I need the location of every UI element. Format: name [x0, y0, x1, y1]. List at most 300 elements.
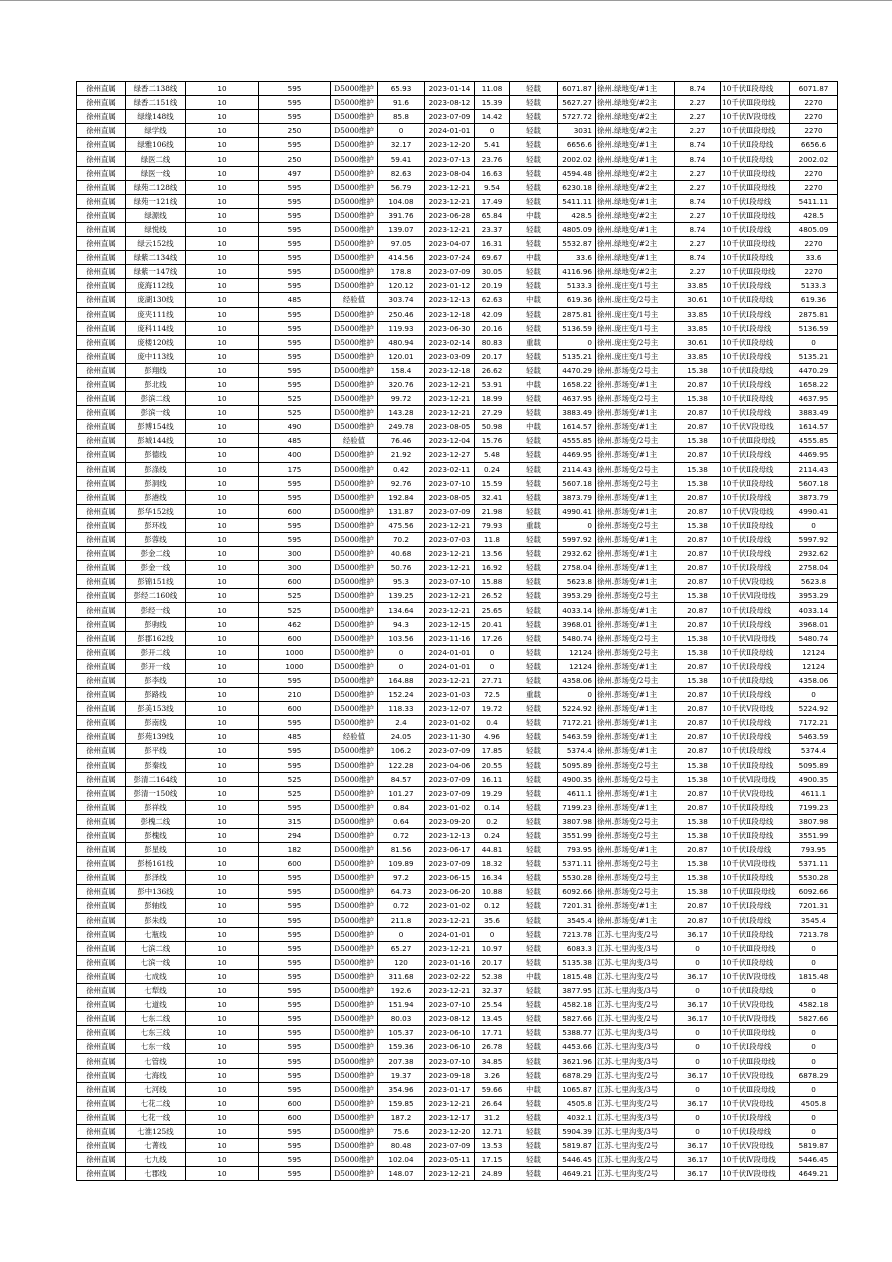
- cell-load: 120.01: [378, 349, 425, 363]
- cell-voltage: 10: [186, 96, 259, 110]
- cell-status: 轻载: [510, 363, 558, 377]
- cell-voltage: 10: [186, 857, 259, 871]
- cell-unit: 徐州直属: [77, 969, 126, 983]
- cell-ratio: 15.38: [675, 871, 721, 885]
- cell-date: 2023-07-09: [425, 772, 475, 786]
- cell-rate: 16.92: [475, 561, 510, 575]
- cell-capacity: 595: [259, 744, 331, 758]
- cell-load: 120: [378, 955, 425, 969]
- cell-date: 2023-01-17: [425, 1082, 475, 1096]
- cell-voltage: 10: [186, 913, 259, 927]
- cell-capacity: 595: [259, 1124, 331, 1138]
- cell-line: 彭平线: [126, 744, 186, 758]
- cell-status: 轻载: [510, 913, 558, 927]
- cell-status: 轻载: [510, 730, 558, 744]
- cell-date: 2023-12-21: [425, 561, 475, 575]
- cell-bus: 10千伏Ⅲ段母线: [721, 237, 790, 251]
- cell-load: 187.2: [378, 1110, 425, 1124]
- cell-capacity: 595: [259, 363, 331, 377]
- cell-rate: 16.34: [475, 871, 510, 885]
- table-row: [77, 772, 838, 786]
- cell-date: 2023-06-10: [425, 1040, 475, 1054]
- cell-bus: 10千伏Ⅰ段母线: [721, 659, 790, 673]
- cell-capacity: 595: [259, 1040, 331, 1054]
- cell-avail: 7172.21: [558, 716, 596, 730]
- cell-capacity: 300: [259, 561, 331, 575]
- cell-substation: 徐州.彭场变/2号主: [596, 631, 675, 645]
- cell-load: 21.92: [378, 448, 425, 462]
- cell-method: D5000维护: [331, 96, 378, 110]
- cell-bus: 10千伏Ⅰ段母线: [721, 490, 790, 504]
- cell-avail: 5727.72: [558, 110, 596, 124]
- cell-substation: 徐州.绿地变/#1主: [596, 152, 675, 166]
- cell-ratio: 20.87: [675, 533, 721, 547]
- cell-ratio: 0: [675, 1054, 721, 1068]
- table-row: [77, 871, 838, 885]
- cell-capacity: 525: [259, 603, 331, 617]
- cell-avail: 793.95: [558, 843, 596, 857]
- cell-bus: 10千伏Ⅰ段母线: [721, 321, 790, 335]
- cell-date: 2023-12-27: [425, 448, 475, 462]
- cell-line: 彭滨二线: [126, 392, 186, 406]
- cell-avail: 5388.77: [558, 1026, 596, 1040]
- cell-rate: 25.65: [475, 603, 510, 617]
- table-row: [77, 1012, 838, 1026]
- cell-avail: 1815.48: [558, 969, 596, 983]
- cell-avail: 4805.09: [558, 222, 596, 236]
- cell-line: 彭洞线: [126, 476, 186, 490]
- cell-line: 七犁线: [126, 984, 186, 998]
- cell-avail2: 4900.35: [790, 772, 838, 786]
- cell-capacity: 595: [259, 913, 331, 927]
- cell-line: 绿紫一147线: [126, 265, 186, 279]
- cell-status: 轻载: [510, 462, 558, 476]
- cell-rate: 13.53: [475, 1139, 510, 1153]
- cell-ratio: 0: [675, 1026, 721, 1040]
- cell-rate: 20.17: [475, 955, 510, 969]
- cell-method: D5000维护: [331, 927, 378, 941]
- cell-bus: 10千伏Ⅲ段母线: [721, 1082, 790, 1096]
- cell-avail2: 4990.41: [790, 504, 838, 518]
- cell-avail: 3621.96: [558, 1054, 596, 1068]
- cell-line: 彭蓉线: [126, 533, 186, 547]
- cell-unit: 徐州直属: [77, 955, 126, 969]
- cell-load: 0.72: [378, 828, 425, 842]
- cell-ratio: 36.17: [675, 1139, 721, 1153]
- cell-capacity: 595: [259, 279, 331, 293]
- cell-status: 重载: [510, 335, 558, 349]
- cell-avail2: 4470.29: [790, 363, 838, 377]
- cell-load: 320.76: [378, 377, 425, 391]
- line-load-table: [76, 81, 838, 1181]
- cell-load: 85.8: [378, 110, 425, 124]
- cell-avail: 5135.21: [558, 349, 596, 363]
- cell-avail: 5827.66: [558, 1012, 596, 1026]
- cell-avail2: 3953.29: [790, 589, 838, 603]
- cell-avail: 4505.8: [558, 1096, 596, 1110]
- cell-status: 轻载: [510, 96, 558, 110]
- cell-avail: 3551.99: [558, 828, 596, 842]
- cell-voltage: 10: [186, 448, 259, 462]
- cell-substation: 徐州.彭场变/#1主: [596, 913, 675, 927]
- cell-line: 彭博154线: [126, 420, 186, 434]
- table-row: [77, 941, 838, 955]
- cell-unit: 徐州直属: [77, 998, 126, 1012]
- cell-rate: 44.81: [475, 843, 510, 857]
- cell-substation: 江苏.七里沟变/2号: [596, 1139, 675, 1153]
- cell-capacity: 595: [259, 476, 331, 490]
- cell-avail: 7201.31: [558, 899, 596, 913]
- cell-method: D5000维护: [331, 377, 378, 391]
- cell-load: 82.63: [378, 166, 425, 180]
- cell-avail: 4990.41: [558, 504, 596, 518]
- cell-bus: 10千伏Ⅱ段母线: [721, 251, 790, 265]
- cell-ratio: 0: [675, 1040, 721, 1054]
- cell-bus: 10千伏Ⅰ段母线: [721, 279, 790, 293]
- cell-method: D5000维护: [331, 208, 378, 222]
- cell-unit: 徐州直属: [77, 82, 126, 96]
- cell-date: 2023-06-20: [425, 885, 475, 899]
- cell-unit: 徐州直属: [77, 673, 126, 687]
- cell-capacity: 175: [259, 462, 331, 476]
- table-row: [77, 1096, 838, 1110]
- cell-unit: 徐州直属: [77, 857, 126, 871]
- cell-avail2: 1658.22: [790, 377, 838, 391]
- cell-line: 彭翔线: [126, 363, 186, 377]
- cell-rate: 20.17: [475, 349, 510, 363]
- cell-ratio: 2.27: [675, 237, 721, 251]
- cell-method: D5000维护: [331, 1068, 378, 1082]
- cell-ratio: 15.38: [675, 476, 721, 490]
- cell-line: 彭清二164线: [126, 772, 186, 786]
- cell-date: 2023-02-11: [425, 462, 475, 476]
- cell-unit: 徐州直属: [77, 1124, 126, 1138]
- table-row: [77, 237, 838, 251]
- table-row: [77, 1054, 838, 1068]
- cell-method: D5000维护: [331, 984, 378, 998]
- cell-rate: 10.97: [475, 941, 510, 955]
- cell-status: 轻载: [510, 941, 558, 955]
- cell-date: 2023-07-09: [425, 110, 475, 124]
- cell-ratio: 36.17: [675, 1068, 721, 1082]
- cell-unit: 徐州直属: [77, 462, 126, 476]
- cell-status: 轻载: [510, 702, 558, 716]
- cell-avail: 3807.98: [558, 814, 596, 828]
- cell-voltage: 10: [186, 166, 259, 180]
- cell-status: 轻载: [510, 1068, 558, 1082]
- cell-status: 轻载: [510, 1124, 558, 1138]
- table-row: [77, 82, 838, 96]
- cell-method: D5000维护: [331, 659, 378, 673]
- cell-status: 轻载: [510, 504, 558, 518]
- cell-ratio: 20.87: [675, 448, 721, 462]
- cell-status: 轻载: [510, 927, 558, 941]
- cell-line: 彭美153线: [126, 702, 186, 716]
- cell-ratio: 15.38: [675, 589, 721, 603]
- cell-avail: 5463.59: [558, 730, 596, 744]
- cell-load: 159.85: [378, 1096, 425, 1110]
- cell-load: 80.03: [378, 1012, 425, 1026]
- cell-substation: 江苏.七里沟变/2号: [596, 998, 675, 1012]
- table-row: [77, 786, 838, 800]
- cell-voltage: 10: [186, 927, 259, 941]
- cell-capacity: 315: [259, 814, 331, 828]
- table-row: [77, 1124, 838, 1138]
- cell-avail2: 3968.01: [790, 617, 838, 631]
- cell-bus: 10千伏Ⅰ段母线: [721, 377, 790, 391]
- cell-unit: 徐州直属: [77, 1054, 126, 1068]
- cell-status: 轻载: [510, 857, 558, 871]
- cell-date: 2023-09-20: [425, 814, 475, 828]
- cell-line: 七滨一线: [126, 955, 186, 969]
- cell-ratio: 20.87: [675, 786, 721, 800]
- cell-status: 轻载: [510, 194, 558, 208]
- cell-avail: 4611.1: [558, 786, 596, 800]
- cell-date: 2023-07-09: [425, 504, 475, 518]
- cell-rate: 62.63: [475, 293, 510, 307]
- table-row: [77, 857, 838, 871]
- cell-line: 七九线: [126, 1153, 186, 1167]
- cell-substation: 徐州.彭场变/#1主: [596, 744, 675, 758]
- cell-date: 2023-07-09: [425, 857, 475, 871]
- table-row: [77, 631, 838, 645]
- cell-rate: 0.4: [475, 716, 510, 730]
- cell-bus: 10千伏Ⅱ段母线: [721, 673, 790, 687]
- cell-unit: 徐州直属: [77, 659, 126, 673]
- cell-bus: 10千伏Ⅳ段母线: [721, 1012, 790, 1026]
- cell-load: 250.46: [378, 307, 425, 321]
- cell-ratio: 15.38: [675, 392, 721, 406]
- cell-substation: 徐州.绿地变/#2主: [596, 180, 675, 194]
- cell-method: D5000维护: [331, 1167, 378, 1181]
- cell-status: 轻载: [510, 307, 558, 321]
- cell-rate: 0: [475, 124, 510, 138]
- cell-voltage: 10: [186, 476, 259, 490]
- cell-substation: 徐州.绿地变/#2主: [596, 208, 675, 222]
- cell-unit: 徐州直属: [77, 124, 126, 138]
- cell-bus: 10千伏Ⅲ段母线: [721, 180, 790, 194]
- cell-rate: 0: [475, 659, 510, 673]
- cell-unit: 徐州直属: [77, 843, 126, 857]
- page-top-rule: [0, 0, 892, 1]
- cell-avail2: 4358.06: [790, 673, 838, 687]
- cell-voltage: 10: [186, 702, 259, 716]
- cell-avail2: 7201.31: [790, 899, 838, 913]
- cell-rate: 26.64: [475, 1096, 510, 1110]
- cell-voltage: 10: [186, 814, 259, 828]
- cell-unit: 徐州直属: [77, 1068, 126, 1082]
- cell-line: 彭槐线: [126, 828, 186, 842]
- cell-substation: 徐州.彭场变/2号主: [596, 462, 675, 476]
- cell-date: 2023-12-21: [425, 941, 475, 955]
- cell-capacity: 595: [259, 110, 331, 124]
- cell-load: 105.37: [378, 1026, 425, 1040]
- cell-date: 2023-08-05: [425, 420, 475, 434]
- cell-date: 2023-12-07: [425, 702, 475, 716]
- cell-voltage: 10: [186, 1012, 259, 1026]
- cell-method: D5000维护: [331, 279, 378, 293]
- cell-date: 2023-12-21: [425, 1096, 475, 1110]
- cell-line: 七花二线: [126, 1096, 186, 1110]
- cell-ratio: 20.87: [675, 843, 721, 857]
- cell-bus: 10千伏Ⅲ段母线: [721, 265, 790, 279]
- cell-bus: 10千伏Ⅴ段母线: [721, 1096, 790, 1110]
- cell-rate: 17.85: [475, 744, 510, 758]
- cell-method: D5000维护: [331, 82, 378, 96]
- cell-voltage: 10: [186, 1153, 259, 1167]
- cell-status: 轻载: [510, 180, 558, 194]
- cell-avail2: 4805.09: [790, 222, 838, 236]
- cell-rate: 0.12: [475, 899, 510, 913]
- cell-rate: 25.54: [475, 998, 510, 1012]
- cell-status: 轻载: [510, 617, 558, 631]
- cell-voltage: 10: [186, 82, 259, 96]
- cell-unit: 徐州直属: [77, 984, 126, 998]
- cell-capacity: 400: [259, 448, 331, 462]
- cell-line: 庞科114线: [126, 321, 186, 335]
- cell-substation: 徐州.庞庄变/2号主: [596, 293, 675, 307]
- cell-ratio: 20.87: [675, 603, 721, 617]
- cell-substation: 徐州.绿地变/#1主: [596, 251, 675, 265]
- cell-unit: 徐州直属: [77, 899, 126, 913]
- cell-ratio: 8.74: [675, 138, 721, 152]
- cell-rate: 0.2: [475, 814, 510, 828]
- cell-ratio: 20.87: [675, 730, 721, 744]
- cell-bus: 10千伏Ⅰ段母线: [721, 1124, 790, 1138]
- cell-method: D5000维护: [331, 716, 378, 730]
- cell-substation: 徐州.彭场变/2号主: [596, 871, 675, 885]
- cell-avail: 5135.38: [558, 955, 596, 969]
- cell-load: 207.38: [378, 1054, 425, 1068]
- cell-line: 庞海112线: [126, 279, 186, 293]
- cell-voltage: 10: [186, 659, 259, 673]
- cell-status: 轻载: [510, 1054, 558, 1068]
- cell-voltage: 10: [186, 518, 259, 532]
- cell-unit: 徐州直属: [77, 589, 126, 603]
- cell-line: 七道线: [126, 998, 186, 1012]
- cell-voltage: 10: [186, 969, 259, 983]
- cell-voltage: 10: [186, 828, 259, 842]
- cell-avail2: 3873.79: [790, 490, 838, 504]
- cell-avail: 3873.79: [558, 490, 596, 504]
- cell-voltage: 10: [186, 885, 259, 899]
- cell-status: 轻载: [510, 984, 558, 998]
- cell-bus: 10千伏Ⅰ段母线: [721, 899, 790, 913]
- cell-line: 七淮125线: [126, 1124, 186, 1138]
- cell-voltage: 10: [186, 392, 259, 406]
- cell-substation: 徐州.绿地变/#2主: [596, 265, 675, 279]
- cell-voltage: 10: [186, 293, 259, 307]
- cell-bus: 10千伏Ⅴ段母线: [721, 420, 790, 434]
- cell-avail: 2114.43: [558, 462, 596, 476]
- cell-line: 七河线: [126, 1082, 186, 1096]
- cell-avail: 5136.59: [558, 321, 596, 335]
- cell-bus: 10千伏Ⅱ段母线: [721, 955, 790, 969]
- cell-bus: 10千伏Ⅰ段母线: [721, 744, 790, 758]
- cell-ratio: 15.38: [675, 645, 721, 659]
- cell-rate: 3.26: [475, 1068, 510, 1082]
- cell-load: 102.04: [378, 1153, 425, 1167]
- cell-bus: 10千伏Ⅴ段母线: [721, 786, 790, 800]
- cell-avail2: 1815.48: [790, 969, 838, 983]
- cell-capacity: 595: [259, 885, 331, 899]
- table-row: [77, 392, 838, 406]
- cell-ratio: 15.38: [675, 885, 721, 899]
- cell-avail: 1658.22: [558, 377, 596, 391]
- cell-status: 轻载: [510, 899, 558, 913]
- cell-bus: 10千伏Ⅰ段母线: [721, 617, 790, 631]
- cell-unit: 徐州直属: [77, 814, 126, 828]
- cell-line: 绿学线: [126, 124, 186, 138]
- cell-avail: 6071.87: [558, 82, 596, 96]
- cell-avail2: 4033.14: [790, 603, 838, 617]
- cell-rate: 18.32: [475, 857, 510, 871]
- cell-voltage: 10: [186, 941, 259, 955]
- table-row: [77, 814, 838, 828]
- cell-voltage: 10: [186, 800, 259, 814]
- cell-rate: 0.24: [475, 828, 510, 842]
- cell-method: D5000维护: [331, 800, 378, 814]
- cell-load: 50.76: [378, 561, 425, 575]
- cell-rate: 11.8: [475, 533, 510, 547]
- cell-date: 2024-01-01: [425, 927, 475, 941]
- cell-line: 庞楼120线: [126, 335, 186, 349]
- cell-avail2: 5623.8: [790, 575, 838, 589]
- cell-capacity: 595: [259, 955, 331, 969]
- cell-voltage: 10: [186, 1040, 259, 1054]
- cell-rate: 17.15: [475, 1153, 510, 1167]
- cell-line: 绿医二线: [126, 152, 186, 166]
- cell-bus: 10千伏Ⅵ段母线: [721, 589, 790, 603]
- cell-voltage: 10: [186, 533, 259, 547]
- cell-line: 绿苑二128线: [126, 180, 186, 194]
- cell-method: D5000维护: [331, 561, 378, 575]
- cell-line: 彭秦线: [126, 758, 186, 772]
- cell-unit: 徐州直属: [77, 152, 126, 166]
- cell-avail2: 5446.45: [790, 1153, 838, 1167]
- cell-ratio: 36.17: [675, 927, 721, 941]
- cell-load: 131.87: [378, 504, 425, 518]
- cell-line: 彭槐二线: [126, 814, 186, 828]
- cell-voltage: 10: [186, 208, 259, 222]
- cell-line: 七郡线: [126, 1167, 186, 1181]
- cell-load: 32.17: [378, 138, 425, 152]
- cell-rate: 26.52: [475, 589, 510, 603]
- cell-avail: 6230.18: [558, 180, 596, 194]
- cell-unit: 徐州直属: [77, 377, 126, 391]
- cell-date: 2023-12-21: [425, 913, 475, 927]
- cell-voltage: 10: [186, 363, 259, 377]
- cell-substation: 徐州.彭场变/2号主: [596, 645, 675, 659]
- cell-voltage: 10: [186, 1124, 259, 1138]
- cell-capacity: 595: [259, 871, 331, 885]
- cell-capacity: 595: [259, 984, 331, 998]
- cell-status: 轻载: [510, 547, 558, 561]
- cell-substation: 江苏.七里沟变/3号: [596, 1110, 675, 1124]
- cell-bus: 10千伏Ⅱ段母线: [721, 476, 790, 490]
- cell-capacity: 600: [259, 1110, 331, 1124]
- cell-load: 192.84: [378, 490, 425, 504]
- cell-date: 2023-06-28: [425, 208, 475, 222]
- cell-status: 轻载: [510, 786, 558, 800]
- cell-avail2: 5133.3: [790, 279, 838, 293]
- cell-load: 148.07: [378, 1167, 425, 1181]
- cell-load: 249.78: [378, 420, 425, 434]
- cell-date: 2023-12-21: [425, 194, 475, 208]
- cell-status: 轻载: [510, 998, 558, 1012]
- cell-line: 彭中136线: [126, 885, 186, 899]
- cell-capacity: 525: [259, 406, 331, 420]
